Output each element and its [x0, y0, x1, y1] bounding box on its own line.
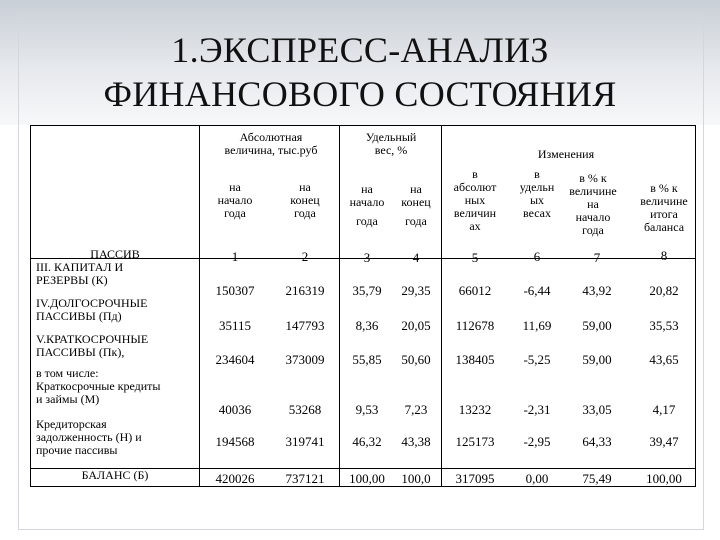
col-number: 4	[412, 250, 420, 265]
table-cell: 150307	[215, 283, 255, 298]
table-cell: 737121	[285, 471, 325, 486]
col-number: 2	[301, 249, 309, 264]
grid-vline	[199, 126, 200, 486]
table-cell: -5,25	[523, 352, 551, 367]
col-number: 1	[231, 249, 239, 264]
grid-vline	[339, 126, 340, 486]
table-cell: 50,60	[401, 352, 431, 367]
row-label-payables: Кредиторская задолженность (Н) и прочие пассивы	[36, 417, 142, 457]
subheader-change-pct-start: в % к величине на начало года	[569, 171, 617, 237]
row-label-balance: БАЛАНС (Б)	[81, 468, 149, 482]
table-cell: 59,00	[582, 318, 612, 333]
table-cell: 35,53	[649, 318, 679, 333]
table-cell: 20,82	[649, 283, 679, 298]
table-cell: -2,31	[523, 402, 551, 417]
table-cell: 43,92	[582, 283, 612, 298]
table-cell: 33,05	[582, 402, 612, 417]
table-cell: 194568	[215, 434, 255, 449]
slide-title-line-1: 1.ЭКСПРЕСС-АНАЛИЗ	[171, 30, 549, 70]
table-cell: 100,0	[401, 471, 431, 486]
table-cell: 55,85	[352, 352, 382, 367]
subheader-share-end-year: года	[405, 214, 427, 228]
table-cell: 20,05	[401, 318, 431, 333]
col-number: 7	[593, 250, 601, 265]
slide-title	[0, 28, 720, 116]
row-label-capital: III. КАПИТАЛ И РЕЗЕРВЫ (К)	[36, 260, 124, 287]
table-cell: 35115	[218, 318, 252, 333]
table-cell: 43,38	[401, 434, 431, 449]
table-cell: 373009	[285, 352, 325, 367]
table-cell: 9,53	[355, 402, 379, 417]
subheader-abs-start: на начало года	[217, 180, 253, 220]
table-cell: 39,47	[649, 434, 679, 449]
table-cell: 53268	[288, 402, 322, 417]
table-cell: 59,00	[582, 352, 612, 367]
table-cell: 13232	[458, 402, 492, 417]
table-cell: 43,65	[649, 352, 679, 367]
col-label-passive: ПАССИВ	[90, 247, 140, 261]
subheader-change-share: в удельн ых весах	[519, 167, 555, 220]
table-cell: 8,36	[355, 318, 379, 333]
col-number: 6	[533, 249, 541, 264]
table-cell: 216319	[285, 283, 325, 298]
table-cell: 66012	[458, 283, 492, 298]
table-cell: 319741	[285, 434, 325, 449]
table-cell: 138405	[455, 352, 495, 367]
table-cell: -6,44	[523, 283, 551, 298]
subheader-change-absolute: в абсолют ных величин ах	[453, 167, 497, 233]
subheader-abs-end: на конец года	[290, 180, 320, 220]
table-cell: 147793	[285, 318, 325, 333]
table-cell: 125173	[455, 434, 495, 449]
table-cell: 29,35	[401, 283, 431, 298]
table-cell: 100,00	[349, 471, 385, 486]
table-cell: -2,95	[523, 434, 551, 449]
table-cell: 46,32	[352, 434, 382, 449]
row-label-credits: в том числе: Краткосрочные кредиты и займы (М)	[36, 366, 161, 406]
header-share: Удельный вес, %	[365, 130, 417, 157]
subheader-share-start-year: года	[356, 214, 378, 228]
table-cell: 317095	[455, 471, 495, 486]
table-cell: 11,69	[522, 318, 552, 333]
col-number: 5	[471, 250, 479, 265]
table-cell: 7,23	[404, 402, 428, 417]
col-number: 8	[660, 248, 668, 263]
subheader-change-pct-total: в % к величине итога баланса	[640, 181, 688, 234]
subheader-share-start: на начало	[349, 182, 385, 209]
header-changes: Изменения	[537, 147, 595, 161]
row-label-short-term: V.КРАТКОСРОЧНЫЕ ПАССИВЫ (Пк),	[36, 332, 149, 359]
passive-analysis-table	[30, 125, 696, 487]
subheader-share-end: на конец	[401, 182, 431, 209]
col-number: 3	[363, 250, 371, 265]
table-cell: 0,00	[525, 471, 549, 486]
table-cell: 4,17	[652, 402, 676, 417]
table-cell: 75,49	[582, 471, 612, 486]
slide-title-line-2: ФИНАНСОВОГО СОСТОЯНИЯ	[103, 74, 617, 114]
table-cell: 64,33	[582, 434, 612, 449]
table-cell: 112678	[455, 318, 495, 333]
header-absolute-value: Абсолютная величина, тыс.руб	[224, 130, 318, 157]
table-cell: 100,00	[646, 471, 682, 486]
table-cell: 35,79	[352, 283, 382, 298]
table-cell: 234604	[215, 352, 255, 367]
table-cell: 420026	[215, 471, 255, 486]
table-cell: 40036	[218, 402, 252, 417]
row-label-long-term: IV.ДОЛГОСРОЧНЫЕ ПАССИВЫ (Пд)	[36, 296, 148, 323]
